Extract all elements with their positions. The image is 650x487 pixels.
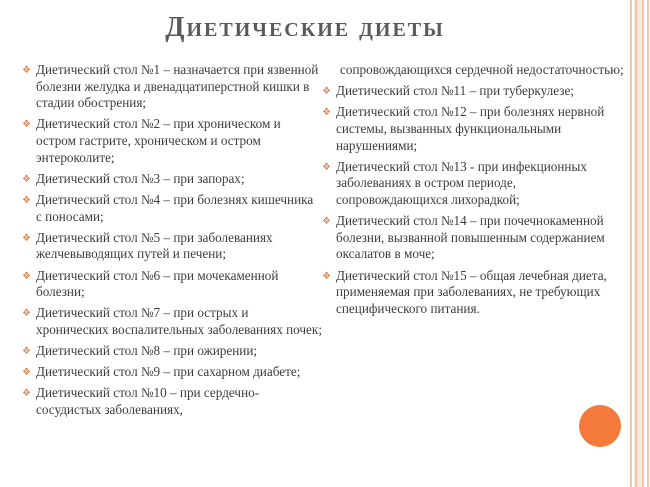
list-item [22,364,322,381]
diamond-bullet-icon: ❖ [322,107,331,119]
list-item-text: Диетический стол №7 – при острых и хронических воспалительных заболеваниях почек; [36,305,322,337]
list-item [22,343,322,360]
stripe-line [630,0,632,487]
right-column-list [322,62,627,322]
decorative-border-stripes [628,0,650,487]
diamond-bullet-icon: ❖ [322,270,331,282]
list-item-text: Диетический стол №15 – общая лечебная диета, применяемая при заболеваниях, не требующих специфического питания. [336,267,607,316]
list-item-text: Диетический стол №2 – при хроническом и остром гастрите, хроническом и остром энтероколите; [36,116,281,165]
diamond-bullet-icon: ❖ [22,388,31,400]
list-item [322,83,627,100]
left-column-list [22,62,322,423]
list-item-text: Диетический стол №9 – при сахарном диабете; [36,364,301,380]
diamond-bullet-icon: ❖ [22,65,31,76]
list-item [322,104,627,154]
diamond-bullet-icon: ❖ [22,270,31,282]
list-item [22,192,322,225]
list-item-text: Диетический стол №6 – при мочекаменной болезни; [36,267,279,300]
diamond-bullet-icon: ❖ [22,173,31,185]
diamond-bullet-icon: ❖ [22,194,31,206]
list-item-continuation [322,62,627,79]
list-item-text: Диетический стол №10 – при сердечно-сосудистых заболеваниях, [36,385,260,418]
list-item [322,268,627,318]
diamond-bullet-icon: ❖ [322,86,331,98]
list-item [22,268,322,301]
list-item [22,230,322,263]
list-item-text: Диетический стол №14 – при почечнокаменной болезни, вызванной повышенным содержанием оксалатов в моче; [336,213,605,262]
diamond-bullet-icon: ❖ [22,308,31,320]
list-item-text: Диетический стол №5 – при заболеваниях желчевыводящих путей и печени; [36,229,273,262]
list-item [322,159,627,209]
decorative-circle [579,405,621,447]
list-item [22,171,322,188]
list-item-text: Диетический стол №11 – при туберкулезе; [336,83,574,99]
list-item [22,62,322,112]
list-item [22,116,322,166]
diamond-bullet-icon: ❖ [22,367,31,379]
slide-title: Диетические диеты [165,12,445,43]
stripe-line [647,0,649,487]
diamond-bullet-icon: ❖ [22,119,31,131]
list-item-text: Диетический стол №4 – при болезнях кишечника с поносами; [36,191,314,224]
list-item [22,305,322,338]
list-item-text: Диетический стол №3 – при запорах; [36,170,245,186]
list-item-text: Диетический стол №13 - при инфекционных заболеваниях в остром периоде, сопровождающихся лихорадкой; [336,158,587,207]
diamond-bullet-icon: ❖ [322,161,331,173]
stripe-line [635,0,637,487]
diamond-bullet-icon: ❖ [22,346,31,358]
stripe-line [642,0,644,487]
list-item-text: сопровождающихся сердечной недостаточностью; [340,62,624,77]
list-item-text: Диетический стол №12 – при болезнях нервной системы, вызванных функциональными нарушениями; [336,104,605,153]
list-item-text: Диетический стол №1 – назначается при язвенной болезни желудка и двенадцатиперстной кишки в стадии обострения; [36,62,319,111]
list-item-text: Диетический стол №8 – при ожирении; [36,343,258,359]
diamond-bullet-icon: ❖ [322,216,331,228]
list-item [22,385,322,418]
diamond-bullet-icon: ❖ [22,232,31,244]
list-item [322,213,627,263]
